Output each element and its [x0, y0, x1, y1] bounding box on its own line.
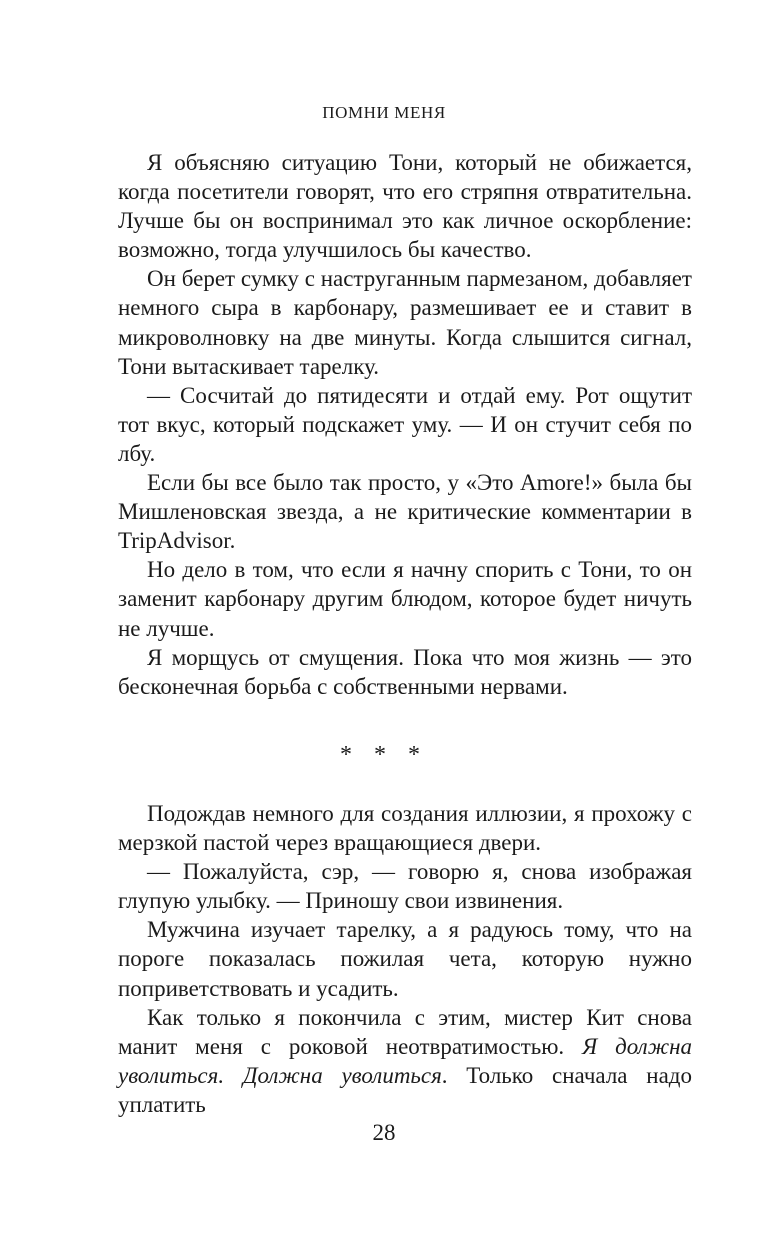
paragraph: — Сосчитай до пятидесяти и отдай ему. Рот ощутит тот вкус, который подскажет уму. — И он стучит себя по лбу.: [118, 382, 692, 466]
italic-emphasis: Я должна уволиться. Должна уволиться: [118, 1033, 692, 1088]
paragraph-with-emphasis: [118, 1003, 692, 1119]
paragraph: Мужчина изучает тарелку, а я радуюсь тому, что на пороге показалась пожилая чета, которую нужно поприветствовать и усадить.: [118, 917, 692, 1001]
paragraph: Я морщусь от смущения. Пока что моя жизнь — это бесконечная борьба с собственными нервами.: [118, 644, 692, 699]
paragraph: Я объясняю ситуацию Тони, который не обижается, когда посетители говорят, что его стряпня отвратительна. Лучше бы он воспринимал это как личное оскорбление: возможно, тогда улучшилось бы качество.: [118, 150, 692, 263]
paragraph: Подождав немного для создания иллюзии, я прохожу с мерзкой пастой через вращающиеся двери.: [118, 801, 692, 856]
section-two-text: [118, 799, 692, 1119]
paragraph-text-end: . Только сначала надо уплатить: [118, 1062, 692, 1117]
paragraph: Если бы все было так просто, у «Это Amore!» была бы Мишленовская звезда, а не критические комментарии в TripAdvisor.: [118, 470, 692, 554]
paragraph: Он берет сумку с наструганным пармезаном, добавляет немного сыра в карбонару, размешивает ее и ставит в микроволновку на две минуты. Когда слышится сигнал, Тони вытаскивает тарелку.: [118, 266, 692, 379]
paragraph-text-start: Как только я покончила с этим, мистер Кит снова манит меня с роковой неотвратимостью.: [118, 1004, 692, 1059]
paragraph: — Пожалуйста, сэр, — говорю я, снова изображая глупую улыбку. — Приношу свои извинения.: [118, 859, 692, 914]
section-separator: * * *: [340, 742, 428, 768]
page-number: 28: [372, 1120, 396, 1145]
section-one-text: [118, 148, 692, 701]
running-head-title: ПОМНИ МЕНЯ: [322, 103, 446, 122]
paragraph: Но дело в том, что если я начну спорить с Тони, то он заменит карбонару другим блюдом, которое будет ничуть не лучше.: [118, 557, 692, 641]
